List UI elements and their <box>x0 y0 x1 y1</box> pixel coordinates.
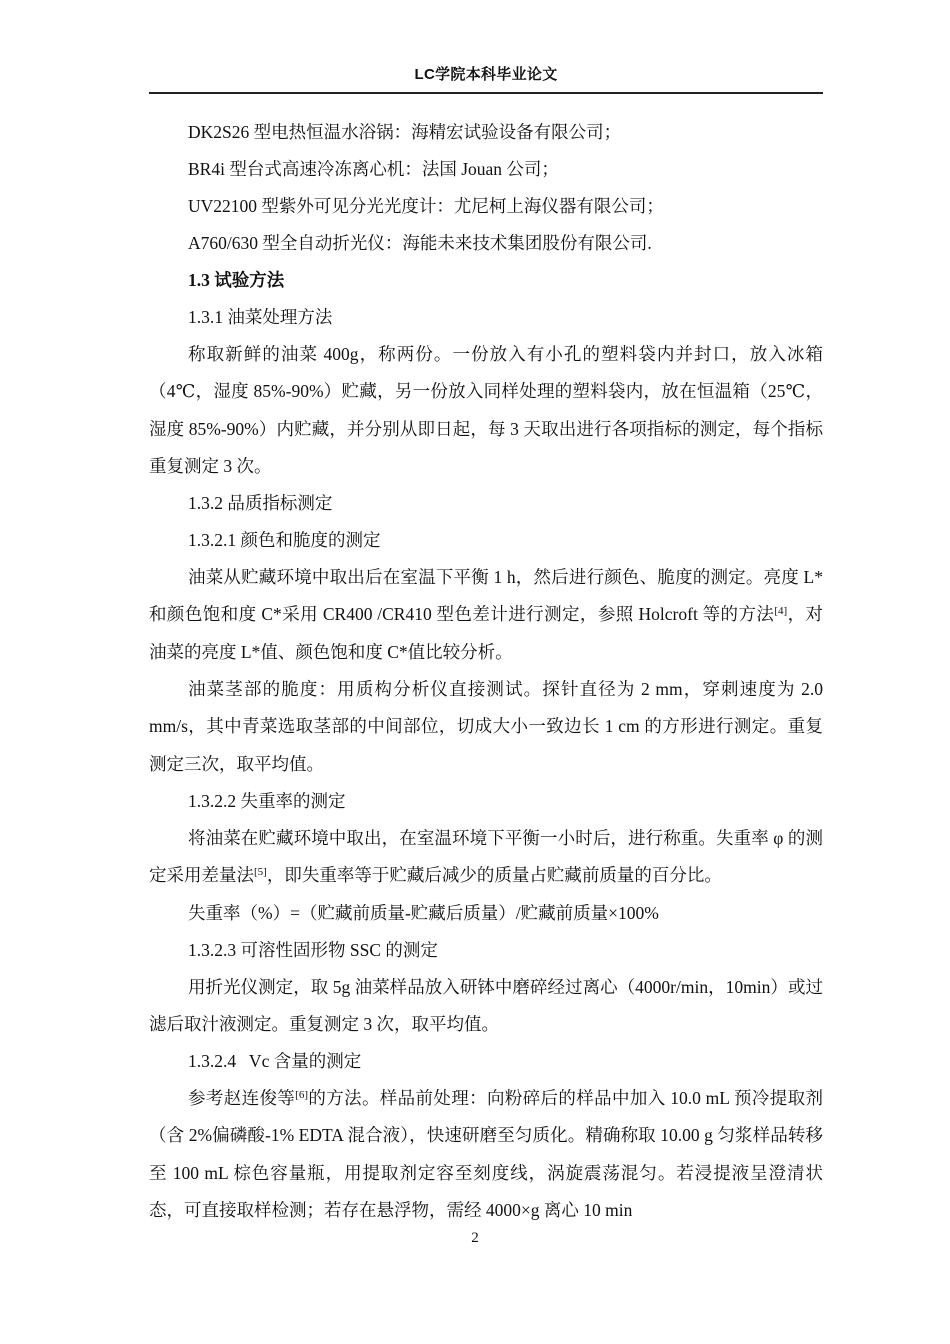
citation-ref: [5] <box>254 866 267 879</box>
document-body <box>149 114 823 1229</box>
section-heading-1-3: 1.3 试验方法 <box>188 270 285 290</box>
paragraph-treatment-method: 称取新鲜的油菜 400g，称两份。一份放入有小孔的塑料袋内并封口，放入冰箱（4℃，湿度 85%-90%）贮藏，另一份放入同样处理的塑料袋内，放在恒温箱（25℃，湿度 85%-90%）内贮藏，并分别从即日起，每 3 天取出进行各项指标的测定，每个指标重复测定 3 次。 <box>149 344 823 476</box>
page-number: 2 <box>471 1230 479 1246</box>
equipment-item: BR4i 型台式高速冷冻离心机：法国 Jouan 公司； <box>188 159 559 179</box>
subsection-heading-1-3-2-4: 1.3.2.4 Vc 含量的测定 <box>188 1051 362 1072</box>
citation-ref: [6] <box>295 1089 308 1102</box>
header-title: LC学院本科毕业论文 <box>414 66 558 83</box>
weight-loss-formula: 失重率（%）=（贮藏前质量-贮藏后质量）/贮藏前质量×100% <box>188 902 659 923</box>
paragraph-text: ，对油菜的亮度 L*值、颜色饱和度 C*值比较分析。 <box>149 604 823 662</box>
paragraph-text: 参考赵连俊等 <box>188 1088 296 1109</box>
equipment-item: UV22100 型紫外可见分光光度计：尤尼柯上海仪器有限公司； <box>188 196 664 216</box>
paragraph-crispness-measurement: 油菜茎部的脆度：用质构分析仪直接测试。探针直径为 2 mm，穿刺速度为 2.0 mm/s，其中青菜选取茎部的中间部位，切成大小一致边长 1 cm 的方形进行测定。重复测定三次，取平均值。 <box>149 679 823 774</box>
paragraph-color-measurement <box>149 559 823 671</box>
paragraph-ssc-measurement: 用折光仪测定，取 5g 油菜样品放入研钵中磨碎经过离心（4000r/min，10min）或过滤后取汁液测定。重复测定 3 次，取平均值。 <box>149 976 823 1034</box>
paragraph-text: 将油菜在贮藏环境中取出，在室温环境下平衡一小时后，进行称重。失重率 φ 的测定采用差量法 <box>149 827 823 886</box>
paragraph-text: 油菜从贮藏环境中取出后在室温下平衡 1 h，然后进行颜色、脆度的测定。亮度 L*和颜色饱和度 C*采用 CR400 /CR410 型色差计进行测定，参照 Holcroft 等的方法 <box>149 567 823 625</box>
paragraph-weight-loss <box>149 820 823 895</box>
subsection-heading-1-3-2-3: 1.3.2.3 可溶性固形物 SSC 的测定 <box>188 939 438 960</box>
equipment-item: A760/630 型全自动折光仪：海能未来技术集团股份有限公司. <box>188 233 652 253</box>
page-header <box>149 64 823 94</box>
equipment-item: DK2S26 型电热恒温水浴锅：海精宏试验设备有限公司； <box>188 122 622 142</box>
subsection-heading-1-3-1: 1.3.1 油菜处理方法 <box>188 307 333 327</box>
paragraph-text: ，即失重率等于贮藏后减少的质量占贮藏前质量的百分比。 <box>266 865 722 886</box>
subsection-heading-1-3-2-1: 1.3.2.1 颜色和脆度的测定 <box>188 530 381 551</box>
subsection-heading-1-3-2: 1.3.2 品质指标测定 <box>188 493 333 514</box>
subsection-heading-1-3-2-2: 1.3.2.2 失重率的测定 <box>188 790 346 811</box>
citation-ref: [4] <box>774 605 788 618</box>
paragraph-text: 的方法。样品前处理：向粉碎后的样品中加入 10.0 mL 预冷提取剂（含 2%偏磷酸-1% EDTA 混合液），快速研磨至匀质化。精确称取 10.00 g 匀浆样品转移至 100 mL 棕色容量瓶，用提取剂定容至刻度线，涡旋震荡混匀。若浸提液呈澄清状态，可直接取样检测；若存在悬浮物，需经 4000×g 离心 10 min <box>149 1088 824 1221</box>
paragraph-vc-measurement <box>149 1080 823 1229</box>
